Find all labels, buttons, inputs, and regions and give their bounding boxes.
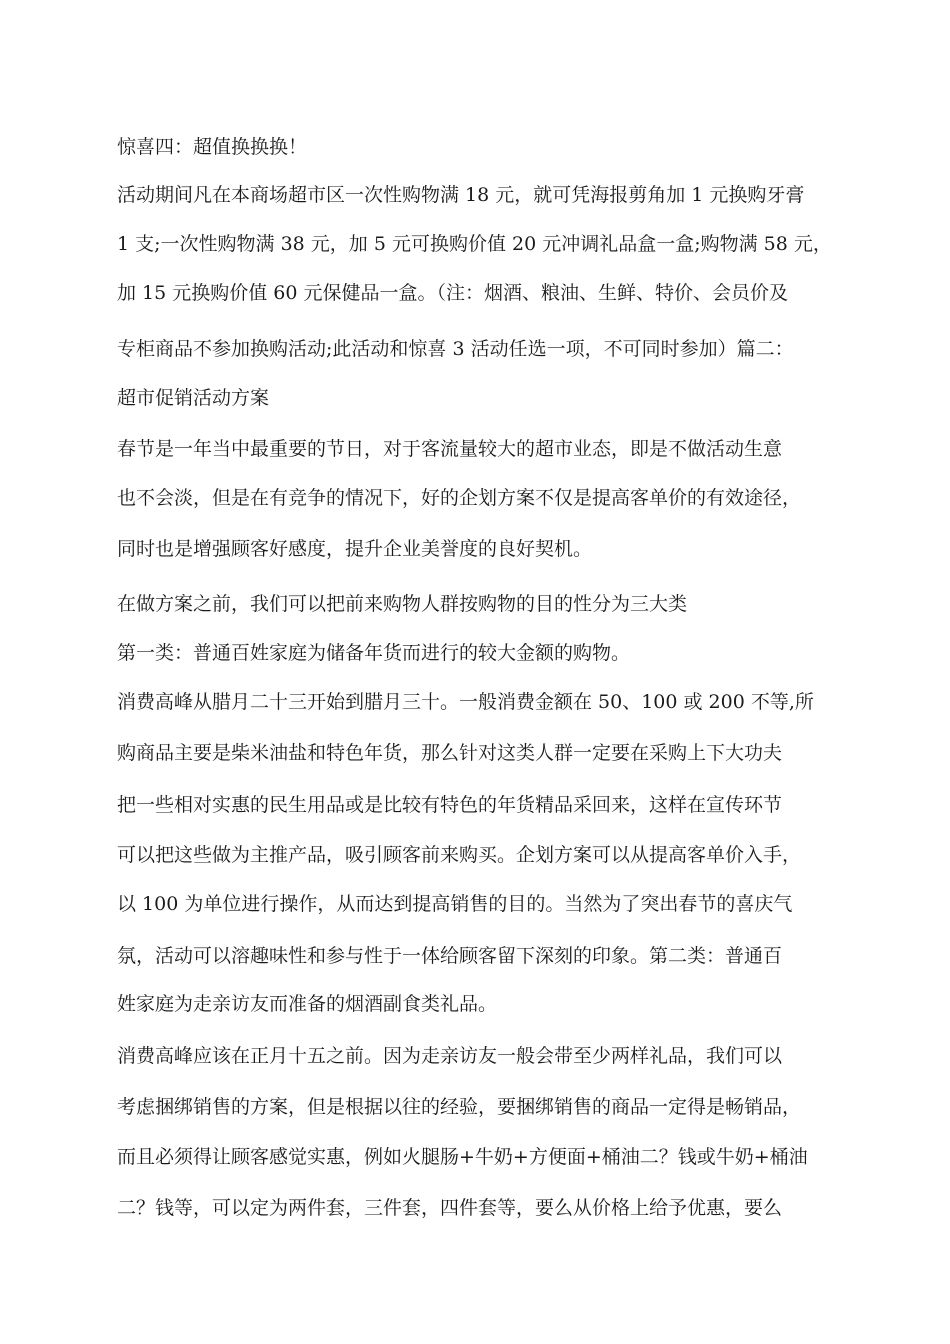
section-heading: 惊喜四：超值换换换！ <box>117 136 308 158</box>
text-line: 在做方案之前，我们可以把前来购物人群按购物的目的性分为三大类 <box>117 593 688 615</box>
text-line: 购商品主要是柴米油盐和特色年货，那么针对这类人群一定要在采购上下大功夫 <box>117 742 783 764</box>
text-line: 而且必须得让顾客感觉实惠，例如火腿肠+牛奶+方便面+桶油二？钱或牛奶+桶油 <box>117 1146 808 1168</box>
text-line: 消费高峰从腊月二十三开始到腊月三十。一般消费金额在 50、100 或 200 不等,所 <box>117 691 814 713</box>
text-line: 姓家庭为走亲访友而准备的烟酒副食类礼品。 <box>117 993 498 1015</box>
text-line: 以 100 为单位进行操作，从而达到提高销售的目的。当然为了突出春节的喜庆气 <box>117 893 793 915</box>
text-line: 消费高峰应该在正月十五之前。因为走亲访友一般会带至少两样礼品，我们可以 <box>117 1045 783 1067</box>
text-line: 把一些相对实惠的民生用品或是比较有特色的年货精品采回来，这样在宣传环节 <box>117 794 783 816</box>
text-line: 可以把这些做为主推产品，吸引顾客前来购买。企划方案可以从提高客单价入手， <box>117 844 802 866</box>
text-line: 考虑捆绑销售的方案，但是根据以往的经验，要捆绑销售的商品一定得是畅销品， <box>117 1096 802 1118</box>
text-line: 专柜商品不参加换购活动;此活动和惊喜 3 活动任选一项，不可同时参加）篇二： <box>117 338 794 360</box>
text-line: 加 15 元换购价值 60 元保健品一盒。（注：烟酒、粮油、生鲜、特价、会员价及 <box>117 282 789 304</box>
text-line: 活动期间凡在本商场超市区一次性购物满 18 元，就可凭海报剪角加 1 元换购牙膏 <box>117 184 805 206</box>
text-line: 第一类：普通百姓家庭为储备年货而进行的较大金额的购物。 <box>117 642 631 664</box>
text-line: 同时也是增强顾客好感度，提升企业美誉度的良好契机。 <box>117 538 593 560</box>
section-heading: 超市促销活动方案 <box>117 387 270 409</box>
text-line: 也不会淡，但是在有竞争的情况下，好的企划方案不仅是提高客单价的有效途径， <box>117 487 802 509</box>
text-line: 氛，活动可以溶趣味性和参与性于一体给顾客留下深刻的印象。第二类：普通百 <box>117 945 783 967</box>
text-line: 二？钱等，可以定为两件套，三件套，四件套等，要么从价格上给予优惠，要么 <box>117 1197 783 1219</box>
text-line: 1 支;一次性购物满 38 元，加 5 元可换购价值 20 元冲调礼品盒一盒;购物满 58 元， <box>117 233 832 255</box>
text-line: 春节是一年当中最重要的节日，对于客流量较大的超市业态，即是不做活动生意 <box>117 438 783 460</box>
